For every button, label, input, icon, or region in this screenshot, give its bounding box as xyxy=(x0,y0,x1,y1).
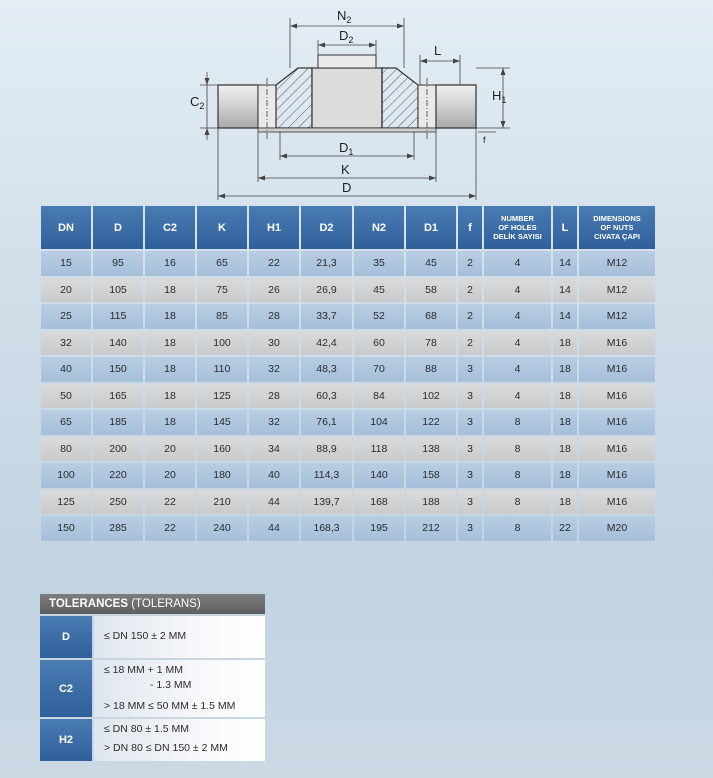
cell-nuts: M12 xyxy=(579,304,655,329)
cell-h1: 44 xyxy=(249,516,299,541)
cell-holes: 8 xyxy=(484,410,551,435)
cell-d: 200 xyxy=(93,437,143,462)
cell-n2: 195 xyxy=(354,516,404,541)
cell-c2: 20 xyxy=(145,463,195,488)
cell-h1: 40 xyxy=(249,463,299,488)
cell-nuts: M20 xyxy=(579,516,655,541)
cell-k: 110 xyxy=(197,357,247,382)
cell-dn: 100 xyxy=(41,463,91,488)
cell-n2: 140 xyxy=(354,463,404,488)
cell-nuts: M16 xyxy=(579,437,655,462)
cell-holes: 4 xyxy=(484,357,551,382)
cell-n2: 168 xyxy=(354,490,404,515)
col-header-f: f xyxy=(458,206,482,249)
tolerance-line: ≤ 18 MM + 1 MM xyxy=(104,664,183,676)
cell-k: 65 xyxy=(197,251,247,276)
tolerance-row-h2 xyxy=(40,719,265,761)
tolerance-row-d xyxy=(40,616,265,658)
cell-l: 18 xyxy=(553,331,577,356)
cell-l: 18 xyxy=(553,490,577,515)
table-row xyxy=(41,357,655,382)
cell-f: 3 xyxy=(458,437,482,462)
cell-h1: 22 xyxy=(249,251,299,276)
cell-holes: 4 xyxy=(484,384,551,409)
col-header-d: D xyxy=(93,206,143,249)
cell-d1: 45 xyxy=(406,251,456,276)
flange-diagram xyxy=(0,0,713,205)
cell-k: 240 xyxy=(197,516,247,541)
col-header-dn: DN xyxy=(41,206,91,249)
tolerances-title: TOLERANCES (TOLERANS) xyxy=(40,594,265,614)
tolerance-label: D xyxy=(40,616,92,658)
cell-dn: 32 xyxy=(41,331,91,356)
label-d1: $D_1$ xyxy=(339,140,354,157)
cell-h1: 28 xyxy=(249,384,299,409)
table-row xyxy=(41,278,655,303)
cell-d2: 168,3 xyxy=(301,516,352,541)
col-header-d2: D2 xyxy=(301,206,352,249)
label-c2: $C_2$ xyxy=(190,94,205,111)
cell-d1: 102 xyxy=(406,384,456,409)
col-header-d1: D1 xyxy=(406,206,456,249)
cell-d: 115 xyxy=(93,304,143,329)
cell-d2: 21,3 xyxy=(301,251,352,276)
cell-f: 3 xyxy=(458,384,482,409)
cell-d1: 138 xyxy=(406,437,456,462)
cell-l: 18 xyxy=(553,357,577,382)
cell-k: 210 xyxy=(197,490,247,515)
tolerance-label: H2 xyxy=(40,719,92,761)
cell-f: 3 xyxy=(458,516,482,541)
cell-dn: 15 xyxy=(41,251,91,276)
cell-k: 100 xyxy=(197,331,247,356)
cell-h1: 34 xyxy=(249,437,299,462)
cell-holes: 4 xyxy=(484,251,551,276)
cell-holes: 4 xyxy=(484,278,551,303)
col-header-h1: H1 xyxy=(249,206,299,249)
tolerance-line: > 18 MM ≤ 50 MM ± 1.5 MM xyxy=(104,700,236,712)
cell-d: 105 xyxy=(93,278,143,303)
cell-k: 75 xyxy=(197,278,247,303)
table-row xyxy=(41,384,655,409)
cell-nuts: M16 xyxy=(579,331,655,356)
cell-dn: 65 xyxy=(41,410,91,435)
cell-d1: 212 xyxy=(406,516,456,541)
cell-nuts: M12 xyxy=(579,251,655,276)
table-row xyxy=(41,304,655,329)
col-header-dimensions-of-nuts: DIMENSIONS OF NUTS CIVATA ÇAPI xyxy=(579,206,655,249)
cell-nuts: M16 xyxy=(579,463,655,488)
cell-d1: 58 xyxy=(406,278,456,303)
cell-f: 2 xyxy=(458,304,482,329)
cell-holes: 4 xyxy=(484,331,551,356)
cell-d1: 122 xyxy=(406,410,456,435)
col-header-c2: C2 xyxy=(145,206,195,249)
cell-h1: 44 xyxy=(249,490,299,515)
table-row xyxy=(41,331,655,356)
tolerance-row-c2 xyxy=(40,660,265,717)
col-header-n2: N2 xyxy=(354,206,404,249)
cell-h1: 32 xyxy=(249,357,299,382)
cell-f: 2 xyxy=(458,251,482,276)
cell-k: 145 xyxy=(197,410,247,435)
cell-d1: 88 xyxy=(406,357,456,382)
cell-h1: 26 xyxy=(249,278,299,303)
cell-d2: 76,1 xyxy=(301,410,352,435)
dimensions-table xyxy=(39,204,657,543)
cell-holes: 8 xyxy=(484,437,551,462)
cell-d1: 68 xyxy=(406,304,456,329)
cell-d: 140 xyxy=(93,331,143,356)
cell-d2: 48,3 xyxy=(301,357,352,382)
label-f: f xyxy=(483,135,486,145)
tolerance-label: C2 xyxy=(40,660,92,717)
cell-dn: 150 xyxy=(41,516,91,541)
tolerance-line: - 1.3 MM xyxy=(150,679,192,691)
cell-d2: 114,3 xyxy=(301,463,352,488)
cell-n2: 84 xyxy=(354,384,404,409)
cell-d: 285 xyxy=(93,516,143,541)
col-header-number-of-holes: NUMBER OF HOLES DELİK SAYISI xyxy=(484,206,551,249)
cell-dn: 50 xyxy=(41,384,91,409)
label-l: L xyxy=(434,43,442,58)
cell-f: 2 xyxy=(458,278,482,303)
cell-l: 22 xyxy=(553,516,577,541)
tolerance-line: ≤ DN 80 ± 1.5 MM xyxy=(104,723,190,735)
cell-l: 18 xyxy=(553,437,577,462)
cell-d2: 60,3 xyxy=(301,384,352,409)
col-header-l: L xyxy=(553,206,577,249)
cell-h1: 32 xyxy=(249,410,299,435)
cell-holes: 4 xyxy=(484,304,551,329)
label-h1: $H_1$ xyxy=(492,88,507,105)
table-row xyxy=(41,516,655,541)
cell-h1: 28 xyxy=(249,304,299,329)
cell-c2: 18 xyxy=(145,410,195,435)
cell-h1: 30 xyxy=(249,331,299,356)
cell-holes: 8 xyxy=(484,490,551,515)
cell-f: 3 xyxy=(458,490,482,515)
cell-c2: 18 xyxy=(145,357,195,382)
table-row xyxy=(41,490,655,515)
cell-l: 14 xyxy=(553,278,577,303)
cell-c2: 18 xyxy=(145,304,195,329)
cell-c2: 18 xyxy=(145,331,195,356)
cell-l: 14 xyxy=(553,304,577,329)
table-row xyxy=(41,463,655,488)
cell-f: 3 xyxy=(458,357,482,382)
table-row xyxy=(41,410,655,435)
cell-holes: 8 xyxy=(484,463,551,488)
label-d: D xyxy=(342,180,352,195)
table-row xyxy=(41,251,655,276)
cell-c2: 20 xyxy=(145,437,195,462)
cell-d1: 158 xyxy=(406,463,456,488)
cell-c2: 18 xyxy=(145,278,195,303)
cell-f: 3 xyxy=(458,410,482,435)
tolerance-line: ≤ DN 150 ± 2 MM xyxy=(104,630,187,642)
cell-nuts: M16 xyxy=(579,490,655,515)
cell-l: 18 xyxy=(553,384,577,409)
flange-section xyxy=(218,55,476,132)
cell-n2: 35 xyxy=(354,251,404,276)
col-header-k: K xyxy=(197,206,247,249)
cell-k: 85 xyxy=(197,304,247,329)
cell-k: 160 xyxy=(197,437,247,462)
cell-n2: 52 xyxy=(354,304,404,329)
cell-dn: 40 xyxy=(41,357,91,382)
label-n2: $N_2$ xyxy=(337,8,352,25)
cell-d2: 26,9 xyxy=(301,278,352,303)
cell-f: 2 xyxy=(458,331,482,356)
cell-d: 95 xyxy=(93,251,143,276)
cell-d1: 188 xyxy=(406,490,456,515)
cell-f: 3 xyxy=(458,463,482,488)
cell-n2: 104 xyxy=(354,410,404,435)
cell-d2: 33,7 xyxy=(301,304,352,329)
cell-d2: 88,9 xyxy=(301,437,352,462)
cell-nuts: M12 xyxy=(579,278,655,303)
cell-d: 150 xyxy=(93,357,143,382)
cell-holes: 8 xyxy=(484,516,551,541)
cell-nuts: M16 xyxy=(579,384,655,409)
cell-d: 165 xyxy=(93,384,143,409)
cell-d: 250 xyxy=(93,490,143,515)
cell-nuts: M16 xyxy=(579,410,655,435)
cell-dn: 20 xyxy=(41,278,91,303)
cell-d2: 42,4 xyxy=(301,331,352,356)
cell-l: 18 xyxy=(553,410,577,435)
cell-c2: 16 xyxy=(145,251,195,276)
cell-d1: 78 xyxy=(406,331,456,356)
tolerance-values xyxy=(94,719,265,761)
label-d2: $D_2$ xyxy=(339,28,354,45)
cell-n2: 60 xyxy=(354,331,404,356)
cell-d2: 139,7 xyxy=(301,490,352,515)
cell-nuts: M16 xyxy=(579,357,655,382)
cell-l: 18 xyxy=(553,463,577,488)
cell-d: 185 xyxy=(93,410,143,435)
cell-k: 125 xyxy=(197,384,247,409)
cell-l: 14 xyxy=(553,251,577,276)
tolerance-values xyxy=(94,616,265,658)
cell-n2: 118 xyxy=(354,437,404,462)
cell-dn: 25 xyxy=(41,304,91,329)
cell-dn: 80 xyxy=(41,437,91,462)
cell-dn: 125 xyxy=(41,490,91,515)
table-header-row xyxy=(41,206,655,249)
cell-c2: 18 xyxy=(145,384,195,409)
tolerance-values xyxy=(94,660,265,717)
cell-k: 180 xyxy=(197,463,247,488)
tolerance-line: > DN 80 ≤ DN 150 ± 2 MM xyxy=(104,742,228,754)
cell-n2: 70 xyxy=(354,357,404,382)
table-row xyxy=(41,437,655,462)
cell-n2: 45 xyxy=(354,278,404,303)
cell-c2: 22 xyxy=(145,516,195,541)
cell-c2: 22 xyxy=(145,490,195,515)
label-k: K xyxy=(341,162,350,177)
cell-d: 220 xyxy=(93,463,143,488)
